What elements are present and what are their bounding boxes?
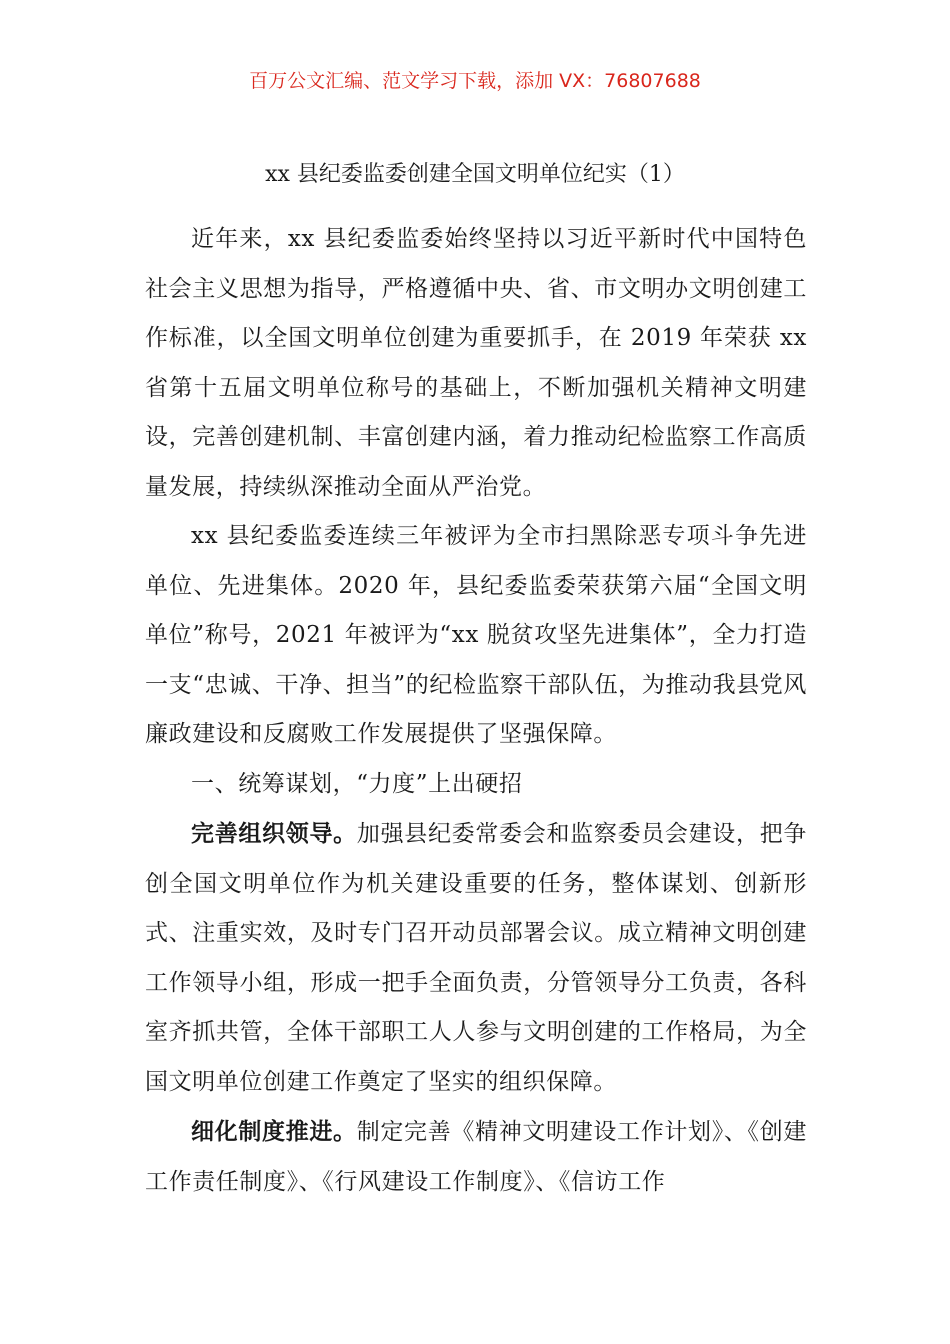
paragraph (145, 512, 807, 760)
paragraph-text: xx 县纪委监委连续三年被评为全市扫黑除恶专项斗争先进单位、先进集体。2020 年，县纪委监委荣获第六届“全国文明单位”称号，2021 年被评为“xx 脱贫攻坚先进集体”，全力打造一支“忠诚、干净、担当”的纪检监察干部队伍，为推动我县党风廉政建设和反腐败工作发展提供了坚强保障。 (145, 523, 807, 747)
section-heading (145, 760, 807, 810)
document-body (145, 215, 807, 1207)
section-heading-text: 一、统筹谋划，“力度”上出硬招 (191, 770, 523, 797)
paragraph-text: 加强县纪委常委会和监察委员会建设，把争创全国文明单位作为机关建设重要的任务，整体谋划、创新形式、注重实效，及时专门召开动员部署会议。成立精神文明创建工作领导小组，形成一把手全面负责，分管领导分工负责，各科室齐抓共管，全体干部职工人人参与文明创建的工作格局，为全国文明单位创建工作奠定了坚实的组织保障。 (145, 821, 807, 1095)
paragraph (145, 215, 807, 512)
paragraph (145, 809, 807, 1107)
paragraph-text: 制定完善《精神文明建设工作计划》、《创建工作责任制度》、《行风建设工作制度》、《信访工作 (145, 1119, 808, 1195)
header-banner: 百万公文汇编、范文学习下载，添加 VX：76807688 (249, 70, 701, 92)
paragraph-lead: 细化制度推进。 (191, 1118, 357, 1145)
paragraph-lead: 完善组织领导。 (191, 820, 357, 847)
paragraph (145, 1107, 807, 1207)
paragraph-text: 近年来，xx 县纪委监委始终坚持以习近平新时代中国特色社会主义思想为指导，严格遵循中央、省、市文明办文明创建工作标准，以全国文明单位创建为重要抓手，在 2019 年荣获 xx 省第十五届文明单位称号的基础上，不断加强机关精神文明建设，完善创建机制、丰富创建内涵，着力推动纪检监察工作高质量发展，持续纵深推动全面从严治党。 (145, 226, 807, 500)
document-title: xx 县纪委监委创建全国文明单位纪实（1） (265, 162, 685, 187)
